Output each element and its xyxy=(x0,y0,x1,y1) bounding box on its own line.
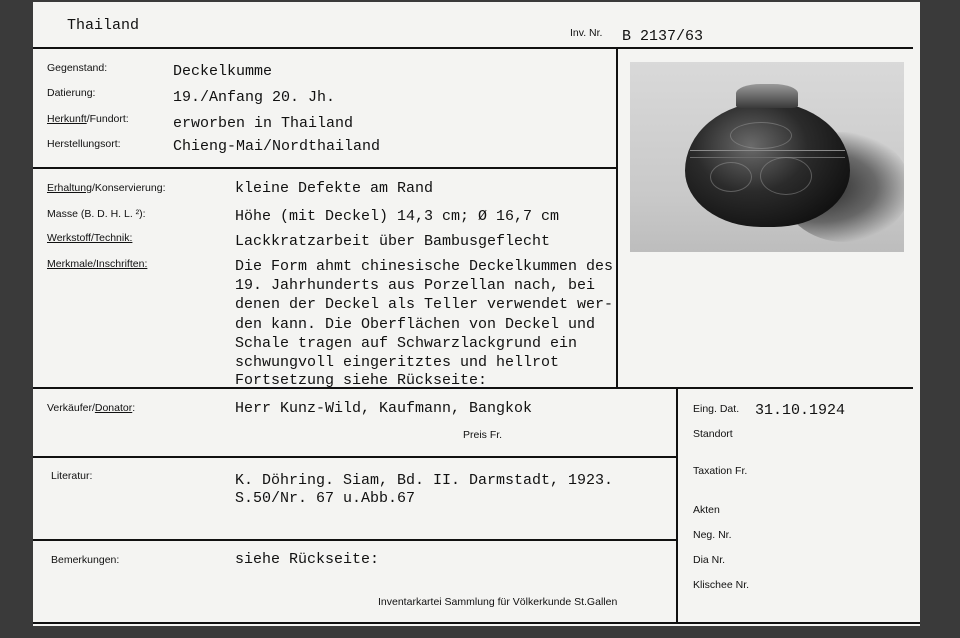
neg-label: Neg. Nr. xyxy=(693,529,732,541)
standort-label: Standort xyxy=(693,428,733,440)
material-value: Lackkratzarbeit über Bambusgeflecht xyxy=(235,233,551,250)
origin-label: Herstellungsort: xyxy=(47,138,121,150)
dimensions-value: Höhe (mit Deckel) 14,3 cm; Ø 16,7 cm xyxy=(235,208,560,225)
price-label: Preis Fr. xyxy=(463,429,503,441)
material-label: Werkstoff/Technik: xyxy=(47,232,133,244)
dia-label: Dia Nr. xyxy=(693,554,726,566)
object-label: Gegenstand: xyxy=(47,62,108,74)
dating-label: Datierung: xyxy=(47,87,96,99)
marks-label: Merkmale/Inschriften: xyxy=(47,258,148,270)
akten-label: Akten xyxy=(693,504,720,516)
condition-value: kleine Defekte am Rand xyxy=(235,180,434,197)
inv-label: Inv. Nr. xyxy=(570,27,603,39)
seller-label: Verkäufer/Donator: xyxy=(47,402,136,414)
divider xyxy=(33,622,920,624)
divider xyxy=(616,47,618,389)
inv-number: B 2137/63 xyxy=(622,28,704,45)
inventory-card xyxy=(33,2,920,626)
country: Thailand xyxy=(67,17,140,34)
object-value: Deckelkumme xyxy=(173,63,273,80)
marks-text: Die Form ahmt chinesische Deckelkummen des 19. Jahrhunderts aus Porzellan nach, bei denen der Deckel als Teller verwendet wer- den kann. Die Oberflächen von Deckel und Schale tragen auf Schwarzlackgrund ein schwungvoll eingeritztes und hellrot xyxy=(235,258,614,372)
divider xyxy=(33,167,618,169)
literature-label: Literatur: xyxy=(51,470,93,482)
divider xyxy=(33,47,913,49)
provenance-value: erworben in Thailand xyxy=(173,115,354,132)
marks-continued: Fortsetzung siehe Rückseite: xyxy=(235,372,488,389)
taxation-label: Taxation Fr. xyxy=(693,465,748,477)
eing-label: Eing. Dat. xyxy=(693,403,740,415)
eing-value: 31.10.1924 xyxy=(755,402,846,419)
divider xyxy=(33,456,677,458)
divider xyxy=(33,539,677,541)
klischee-label: Klischee Nr. xyxy=(693,579,750,591)
object-photo xyxy=(630,62,904,252)
remarks-value: siehe Rückseite: xyxy=(235,551,380,568)
remarks-label: Bemerkungen: xyxy=(51,554,120,566)
seller-value: Herr Kunz-Wild, Kaufmann, Bangkok xyxy=(235,400,533,417)
literature-line1: K. Döhring. Siam, Bd. II. Darmstadt, 1923. xyxy=(235,472,614,489)
origin-value: Chieng-Mai/Nordthailand xyxy=(173,138,381,155)
footer-institution: Inventarkartei Sammlung für Völkerkunde St.Gallen xyxy=(378,596,618,608)
provenance-label: Herkunft/Fundort: xyxy=(47,113,129,125)
dimensions-label: Masse (B. D. H. L. ²): xyxy=(47,208,146,220)
condition-label: Erhaltung/Konservierung: xyxy=(47,182,166,194)
dating-value: 19./Anfang 20. Jh. xyxy=(173,89,336,106)
literature-line2: S.50/Nr. 67 u.Abb.67 xyxy=(235,490,416,507)
divider xyxy=(676,387,678,624)
